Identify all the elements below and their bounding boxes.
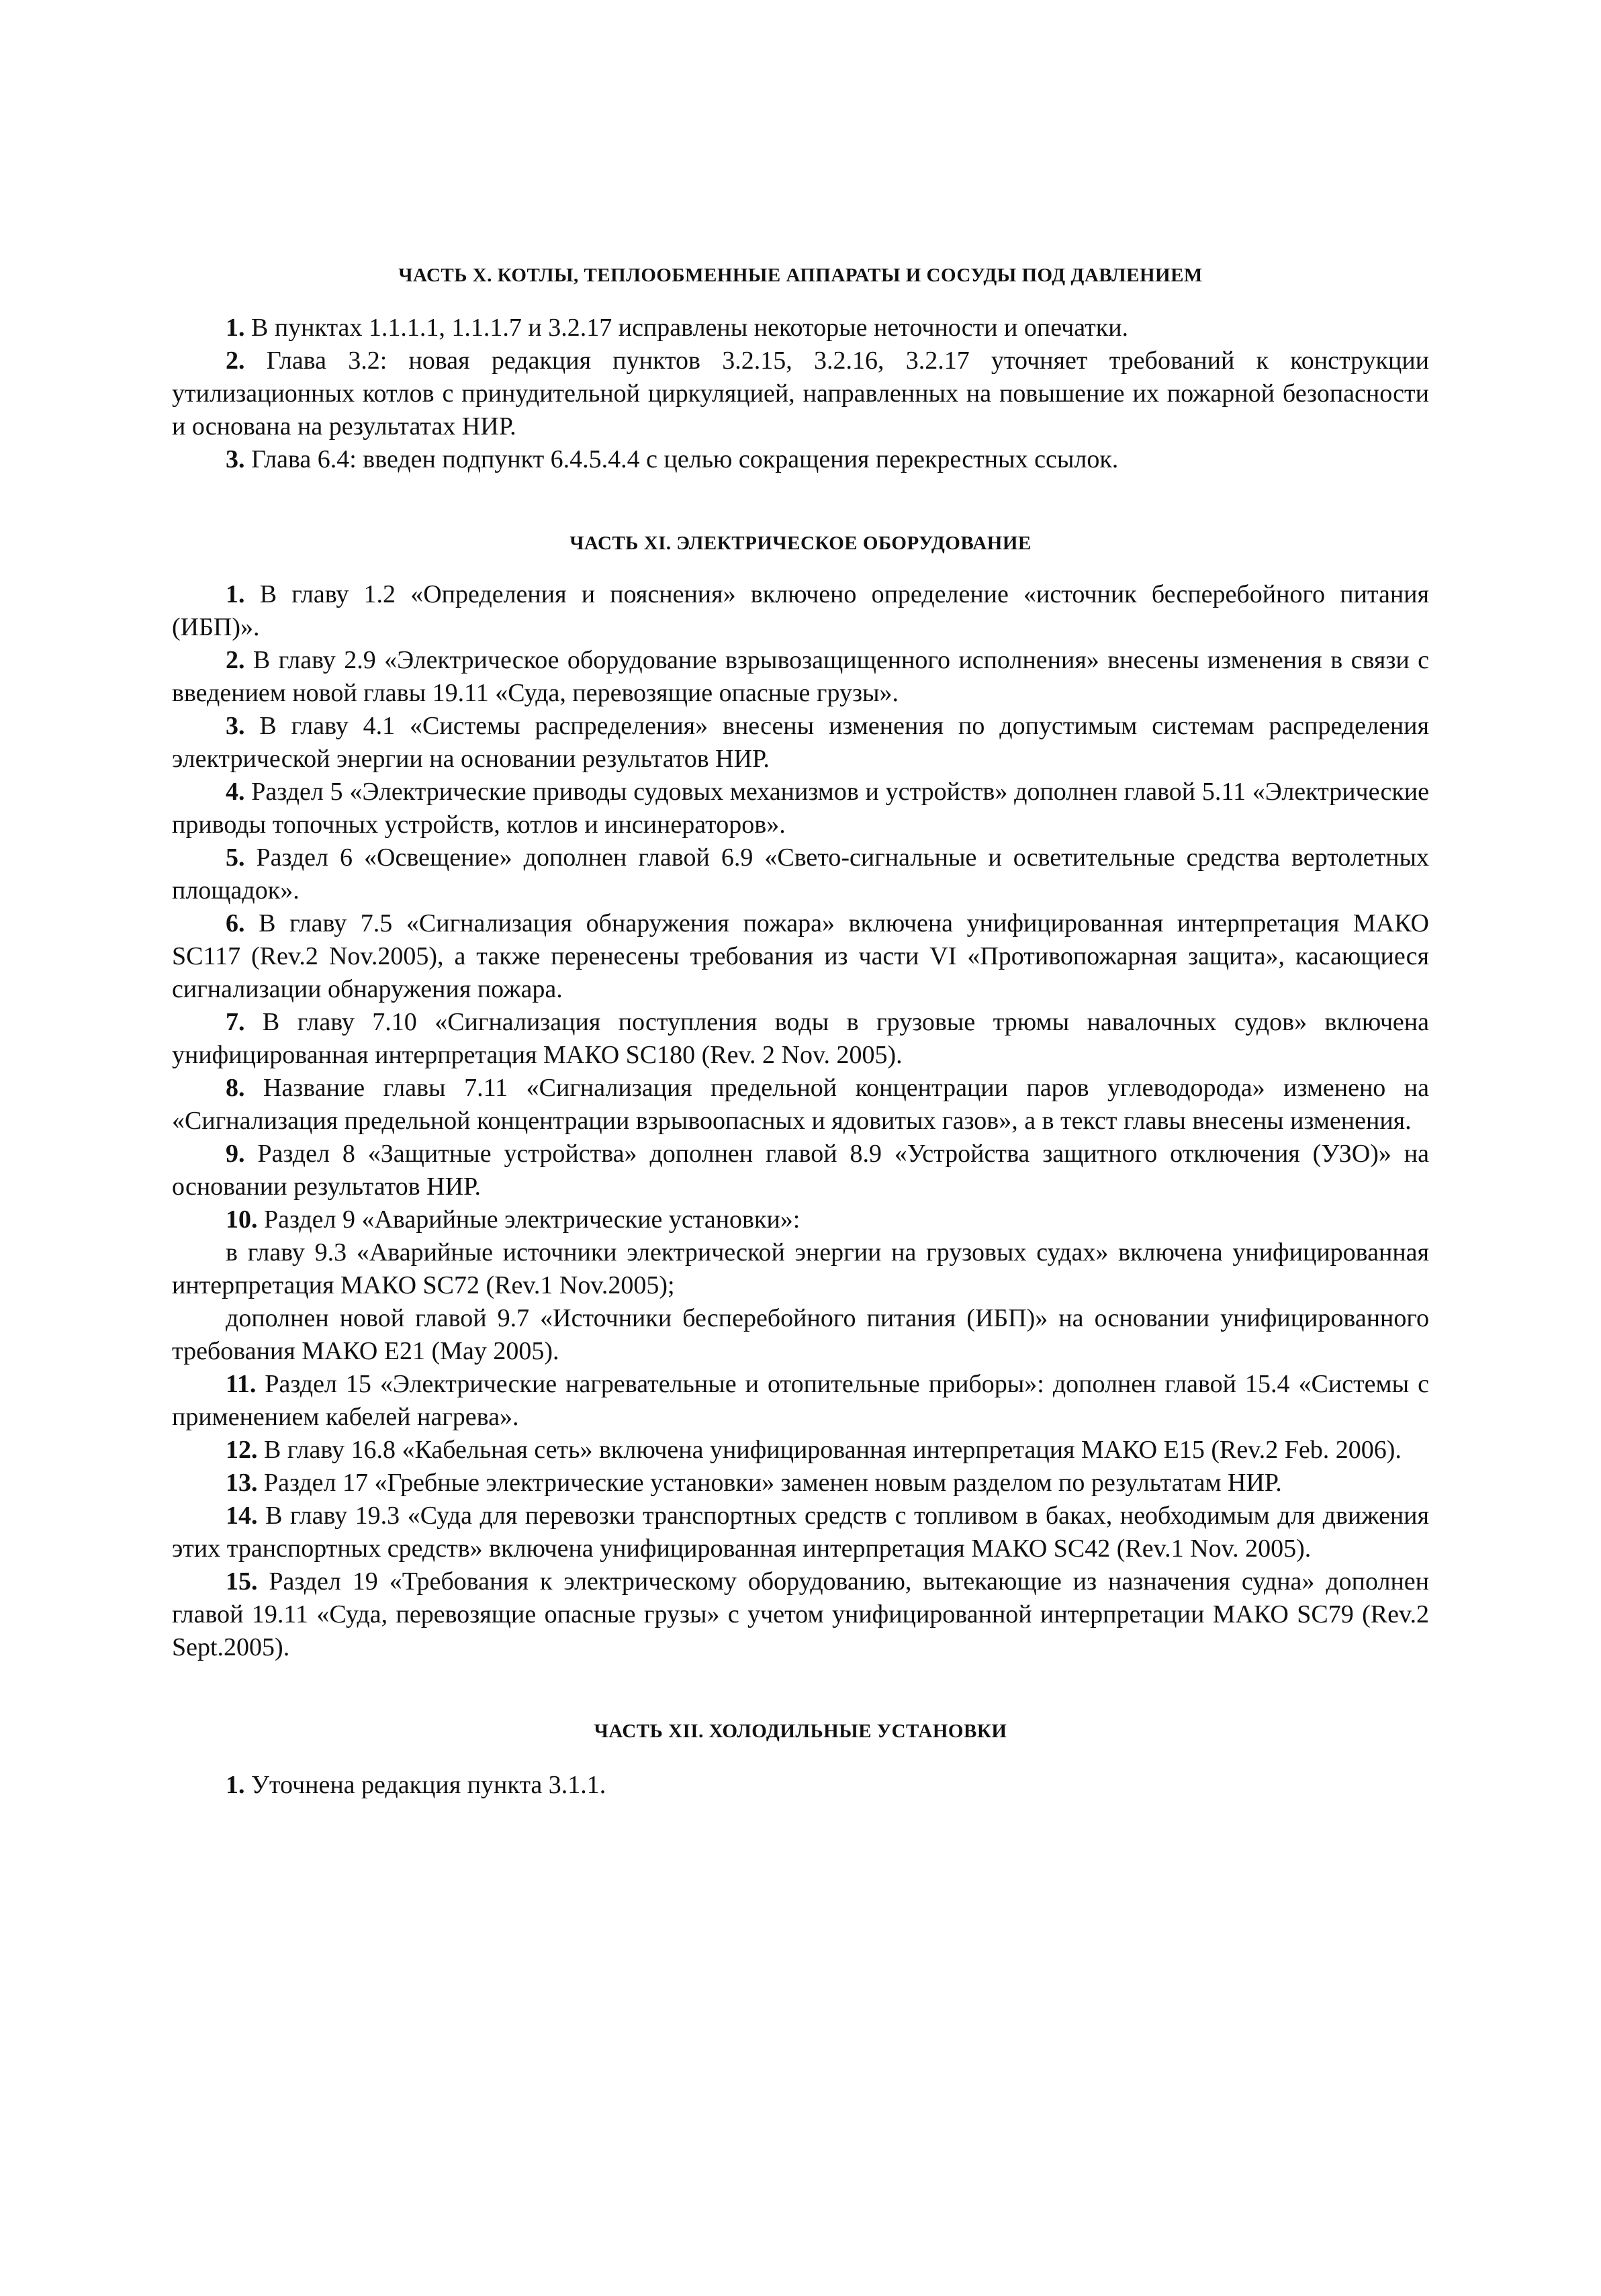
item-text: Раздел 8 «Защитные устройства» дополнен главой 8.9 «Устройства защитного отключения (УЗО)» на основании результатов НИР.: [172, 1140, 1429, 1201]
item-number: 5.: [226, 843, 245, 872]
item-text: Раздел 5 «Электрические приводы судовых механизмов и устройств» дополнен главой 5.11 «Электрические приводы топочных устройств, котлов и инсинераторов».: [172, 778, 1429, 839]
item-text: дополнен новой главой 9.7 «Источники бесперебойного питания (ИБП)» на основании унифицированного требования МАКО E21 (May 2005).: [172, 1304, 1429, 1365]
item-number: 6.: [226, 909, 245, 937]
item-number: 13.: [226, 1469, 258, 1497]
item-number: 2.: [226, 646, 245, 674]
section-part-xi: [172, 530, 1429, 1664]
list-item: [172, 1236, 1429, 1302]
list-item: [172, 312, 1429, 345]
list-item: [172, 1302, 1429, 1368]
item-number: 14.: [226, 1502, 258, 1530]
item-text: В пунктах 1.1.1.1, 1.1.1.7 и 3.2.17 исправлены некоторые неточности и опечатки.: [244, 314, 1129, 342]
list-item: [172, 345, 1429, 443]
item-number: 3.: [226, 712, 245, 740]
item-number: 15.: [226, 1567, 258, 1596]
item-number: 10.: [226, 1205, 258, 1234]
list-item: [172, 1138, 1429, 1203]
list-item: [172, 1006, 1429, 1072]
item-text: Название главы 7.11 «Сигнализация предельной концентрации паров углеводорода» изменено на «Сигнализация предельной концентрации взрывоопасных и ядовитых газов», а в текст главы внесены изменения.: [172, 1074, 1429, 1135]
item-number: 11.: [226, 1370, 257, 1398]
list-item: [172, 1434, 1429, 1467]
list-item: [172, 1565, 1429, 1664]
item-text: Раздел 6 «Освещение» дополнен главой 6.9 «Свето-сигнальные и осветительные средства вертолетных площадок».: [172, 843, 1429, 905]
item-text: в главу 9.3 «Аварийные источники электрической энергии на грузовых судах» включена унифицированная интерпретация МАКО SC72 (Rev.1 Nov.2005);: [172, 1238, 1429, 1299]
item-number: 3.: [226, 445, 245, 473]
list-item: [172, 1500, 1429, 1565]
item-text: Раздел 9 «Аварийные электрические установки»:: [257, 1205, 800, 1234]
list-item: [172, 1769, 1429, 1802]
item-number: 12.: [226, 1436, 258, 1464]
item-text: Глава 6.4: введен подпункт 6.4.5.4.4 с целью сокращения перекрестных ссылок.: [244, 445, 1119, 473]
item-number: 8.: [226, 1074, 245, 1102]
item-number: 9.: [226, 1140, 245, 1168]
item-text: В главу 4.1 «Системы распределения» внесены изменения по допустимым системам распределения электрической энергии на основании результатов НИР.: [172, 712, 1429, 773]
section-title: ЧАСТЬ XII. ХОЛОДИЛЬНЫЕ УСТАНОВКИ: [594, 1720, 1007, 1742]
item-text: В главу 7.5 «Сигнализация обнаружения пожара» включена унифицированная интерпретация МАКО SC117 (Rev.2 Nov.2005), а также перенесены требования из части VI «Противопожарная защита», касающиеся сигнализации обнаружения пожара.: [172, 909, 1429, 1003]
item-text: В главу 7.10 «Сигнализация поступления воды в грузовые трюмы навалочных судов» включена унифицированная интерпретация МАКО SC180 (Rev. 2 Nov. 2005).: [172, 1008, 1429, 1069]
section-part-x: [172, 262, 1429, 476]
list-item: [172, 443, 1429, 476]
section-title: ЧАСТЬ XI. ЭЛЕКТРИЧЕСКОЕ ОБОРУДОВАНИЕ: [569, 533, 1032, 554]
item-text: Раздел 15 «Электрические нагревательные и отопительные приборы»: дополнен главой 15.4 «Системы с применением кабелей нагрева».: [172, 1370, 1429, 1431]
list-item: [172, 710, 1429, 776]
section-title: ЧАСТЬ X. КОТЛЫ, ТЕПЛООБМЕННЫЕ АППАРАТЫ И СОСУДЫ ПОД ДАВЛЕНИЕМ: [398, 265, 1203, 286]
item-number: 1.: [226, 580, 245, 608]
item-text: Глава 3.2: новая редакция пунктов 3.2.15, 3.2.16, 3.2.17 уточняет требований к конструкции утилизационных котлов с принудительной циркуляцией, направленных на повышение их пожарной безопасности и основана на результатах НИР.: [172, 347, 1429, 441]
list-item: [172, 1072, 1429, 1138]
item-number: 7.: [226, 1008, 245, 1036]
list-item: [172, 1467, 1429, 1500]
item-text: Уточнена редакция пункта 3.1.1.: [244, 1771, 606, 1799]
item-number: 2.: [226, 347, 245, 375]
item-number: 1.: [226, 1771, 245, 1799]
item-text: В главу 16.8 «Кабельная сеть» включена унифицированная интерпретация МАКО E15 (Rev.2 Feb. 2006).: [257, 1436, 1402, 1464]
list-item: [172, 578, 1429, 644]
item-text: Раздел 19 «Требования к электрическому оборудованию, вытекающие из назначения судна» дополнен главой 19.11 «Суда, перевозящие опасные грузы» с учетом унифицированной интерпретации МАКО SC79 (Rev.2 Sept.2005).: [172, 1567, 1429, 1661]
list-item: [172, 907, 1429, 1006]
list-item: [172, 776, 1429, 841]
list-item: [172, 841, 1429, 907]
item-text: В главу 2.9 «Электрическое оборудование взрывозащищенного исполнения» внесены изменения в связи с введением новой главы 19.11 «Суда, перевозящие опасные грузы».: [172, 646, 1429, 707]
list-item: [172, 1368, 1429, 1434]
item-text: Раздел 17 «Гребные электрические установки» заменен новым разделом по результатам НИР.: [257, 1469, 1282, 1497]
item-text: В главу 1.2 «Определения и пояснения» включено определение «источник бесперебойного питания (ИБП)».: [172, 580, 1429, 641]
item-number: 1.: [226, 314, 245, 342]
item-number: 4.: [226, 778, 245, 806]
section-part-xii: [172, 1718, 1429, 1802]
list-item: [172, 644, 1429, 710]
item-text: В главу 19.3 «Суда для перевозки транспортных средств с топливом в баках, необходимым для движения этих транспортных средств» включена унифицированная интерпретация МАКО SC42 (Rev.1 Nov. 2005).: [172, 1502, 1429, 1563]
list-item: [172, 1203, 1429, 1236]
